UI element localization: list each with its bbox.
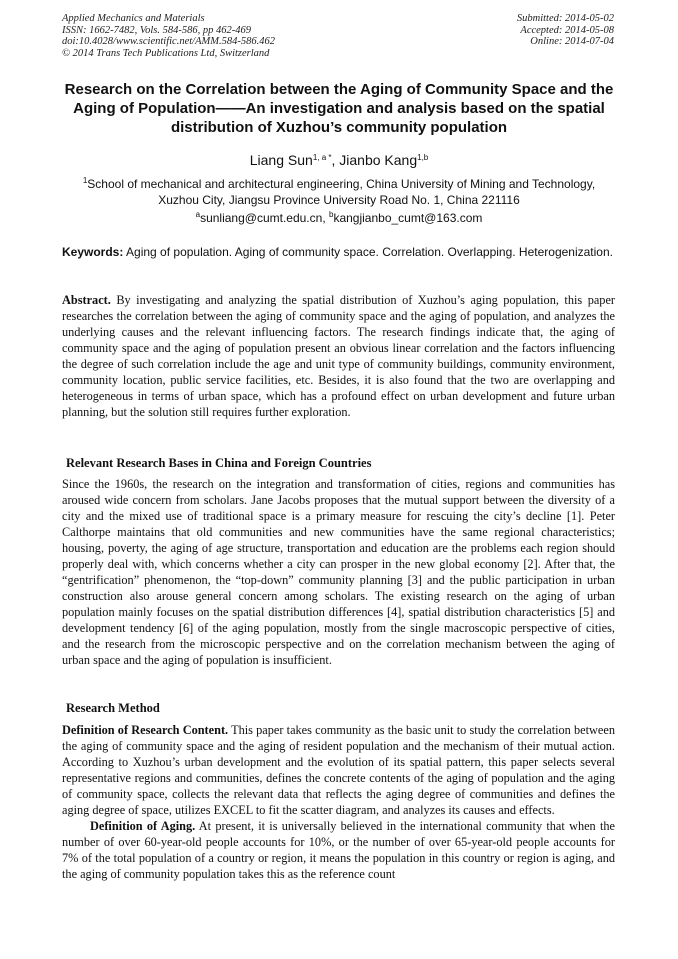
author-line	[0, 151, 678, 169]
research-content-text: This paper takes community as the basic unit to study the correlation between the aging of community space and the aging of resident population and the mechanism of their mutual action. According to Xuzhou’s urban development and the evolution of its spatial pattern, this paper selects several representative regions and communities, defines the concrete contents of the aging of population and the aging of community space, collects the relevant data that reflects the aging degree of communities and defines the aging degree of space, utilizes EXCEL to fit the scatter diagram, and analyzes its causes and effects.	[62, 723, 615, 817]
paragraph-definition-aging	[62, 818, 615, 882]
journal-header-right	[517, 13, 614, 48]
author-2-name: Jianbo Kang	[339, 152, 418, 168]
author-emails	[0, 211, 678, 226]
keywords-text: Aging of population. Aging of community space. Correlation. Overlapping. Heterogenization.	[123, 245, 613, 259]
definition-aging-label: Definition of Aging.	[90, 819, 196, 833]
affiliation-text: School of mechanical and architectural engineering, China University of Mining and Technology, Xuzhou City, Jiangsu Province University Road No. 1, China 221116	[87, 177, 596, 207]
journal-header-left	[62, 13, 275, 59]
journal-copyright: © 2014 Trans Tech Publications Ltd, Switzerland	[62, 47, 270, 59]
journal-name: Applied Mechanics and Materials	[62, 13, 205, 24]
abstract-block	[62, 292, 615, 420]
paragraph-research-content	[62, 722, 615, 818]
definition-aging-text: At present, it is universally believed in the international community that when the number of over 60-year-old people accounts for 10%, or the number of over 65-year-old people accounts for 7% of the total population of a country or region, it means the population in this country or region is aging, and the aging of community population takes this as the reference count	[62, 819, 615, 881]
author-1-sup: 1, a *	[312, 153, 332, 162]
keywords-block	[62, 245, 615, 260]
section-heading-research-method: Research Method	[66, 701, 160, 715]
affiliation-sup: 1	[82, 176, 88, 185]
keywords-label: Keywords:	[62, 245, 124, 259]
accepted-date: Accepted: 2014-05-08	[520, 24, 614, 36]
email-b-sup: b	[328, 210, 334, 219]
submitted-date: Submitted: 2014-05-02	[516, 13, 614, 24]
journal-issn: ISSN: 1662-7482, Vols. 584-586, pp 462-469	[62, 24, 251, 36]
author-2-sup: 1,b	[417, 153, 429, 162]
paper-title: Research on the Correlation between the Aging of Community Space and the Aging of Population——An investigation and analysis based on the spatial distribution of Xuzhou’s community population	[64, 81, 614, 136]
abstract-text: By investigating and analyzing the spatial distribution of Xuzhou’s aging population, this paper researches the correlation between the aging of community space and the aging of population, and analyzes the underlying causes and the relevant influencing factors. The research findings indicate that, the aging of community space and the aging of population present an obvious linear correlation and the factors influencing the degree of such correlation include the age and unit type of community buildings, community environment, community location, public service facilities, etc. Besides, it is also found that the two are overlapping and heterogeneous in terms of urban space, which has a profound effect on urban development and future urban planning, but the solution still requires further exploration.	[62, 293, 615, 419]
research-content-label: Definition of Research Content.	[62, 723, 229, 737]
affiliation	[70, 177, 608, 208]
section-body-research-bases: Since the 1960s, the research on the integration and transformation of cities, regions and communities has aroused wide concern from scholars. Jane Jacobs proposes that the mutual support between the diversity of a city and the mixed use of traditional space is a primary measure for rescuing the city’s decline [1]. Peter Calthorpe maintains that old communities and new communities have the same regional characteristics; housing, poverty, the aging of age structure, transportation and education are the problems each region should properly deal with, which concerns whether a city can prosper in the new global economy [2]. After that, the “gentrification” phenomenon, the “top-down” community planning [3] and the public participation in urban construction also arouse general concern among scholars. The existing research on the aging of urban population mainly focuses on the spatial distribution differences [4], spatial distribution characteristics [5] and development tendency [6] of the aging population, mostly from the single macroscopic perspective of cities, and the research from the microscopic perspective and on the correlation mechanism between the aging of urban space and the aging of population is insufficient.	[62, 477, 615, 667]
author-separator: ,	[331, 152, 340, 168]
section-body-research-method	[62, 722, 615, 882]
online-date: Online: 2014-07-04	[530, 36, 614, 47]
author-1-name: Liang Sun	[249, 152, 313, 168]
section-heading-research-bases: Relevant Research Bases in China and Foreign Countries	[66, 456, 372, 470]
abstract-label: Abstract.	[62, 293, 111, 307]
email-a-sup: a	[195, 210, 201, 219]
email-a[interactable]: sunliang@cumt.edu.cn,	[200, 211, 329, 225]
email-b[interactable]: kangjianbo_cumt@163.com	[333, 211, 483, 225]
journal-doi: doi:10.4028/www.scientific.net/AMM.584-586.462	[62, 36, 275, 47]
